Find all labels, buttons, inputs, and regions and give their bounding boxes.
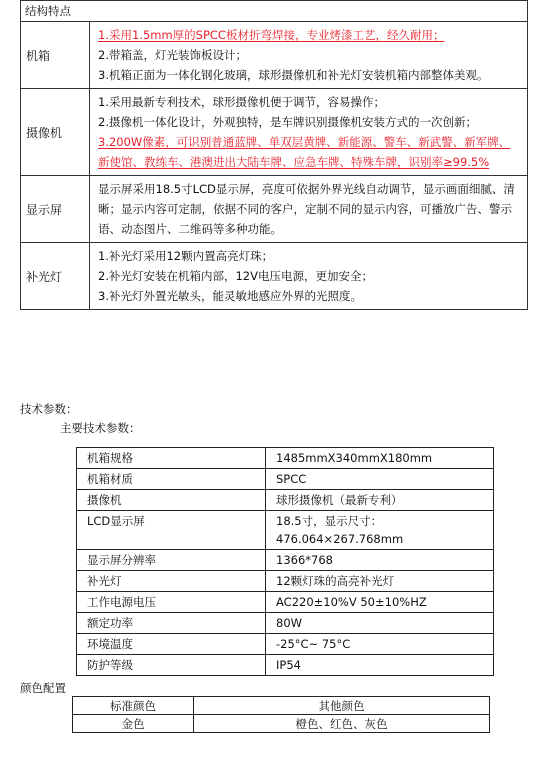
structure-line: 2.补光灯安装在机箱内部，12V电压电源，更加安全； [98, 269, 373, 283]
structure-line: 1.采用最新专利技术，球形摄像机便于调节，容易操作； [98, 95, 385, 109]
structure-line: 3.机箱正面为一体化钢化玻璃，球形摄像机和补光灯安装机箱内部整体美观。 [98, 68, 489, 82]
param-key: 防护等级 [77, 655, 266, 676]
color-other-value: 橙色、红色、灰色 [194, 715, 490, 733]
structure-category: 摄像机 [21, 89, 90, 176]
param-value: 球形摄像机（最新专利） [266, 490, 494, 511]
color-header-standard: 标准颜色 [73, 697, 194, 715]
param-key: 摄像机 [77, 490, 266, 511]
param-value: -25°C~ 75°C [266, 634, 494, 655]
structure-line: 3.补光灯外置光敏头，能灵敏地感应外界的光照度。 [98, 289, 362, 303]
color-value-row [73, 715, 490, 733]
structure-line: 2.摄像机一体化设计，外观独特，是车牌识别摄像机安装方式的一次创新； [98, 115, 477, 129]
structure-line: 1.采用1.5mm厚的SPCC板材折弯焊接，专业烤漆工艺，经久耐用； [98, 28, 445, 42]
color-table [72, 696, 490, 733]
param-row [77, 655, 494, 676]
param-row [77, 613, 494, 634]
param-row [77, 469, 494, 490]
structure-description [90, 22, 528, 89]
param-value: IP54 [266, 655, 494, 676]
params-table [76, 447, 494, 676]
color-header-other: 其他颜色 [194, 697, 490, 715]
param-key: 显示屏分辨率 [77, 550, 266, 571]
structure-line: 显示屏采用18.5寸LCD显示屏，亮度可依据外界光线自动调节，显示画面细腻、清晰；显示内容可定制，依据不同的客户，定制不同的显示内容，可播放广告、警示语、动态图片、二维码等多种功能。 [98, 182, 515, 236]
structure-row [21, 89, 528, 176]
param-key: 机箱材质 [77, 469, 266, 490]
structure-row [21, 22, 528, 89]
param-value: 12颗灯珠的高亮补光灯 [266, 571, 494, 592]
structure-description [90, 243, 528, 310]
structure-category: 补光灯 [21, 243, 90, 310]
structure-line: 1.补光灯采用12颗内置高亮灯珠； [98, 249, 274, 263]
tech-subtitle: 主要技术参数： [60, 421, 141, 435]
structure-category: 机箱 [21, 22, 90, 89]
structure-category: 显示屏 [21, 176, 90, 243]
structure-row [21, 243, 528, 310]
param-row [77, 634, 494, 655]
param-key: LCD显示屏 [77, 511, 266, 550]
param-row [77, 550, 494, 571]
param-value: 1485mmX340mmX180mm [266, 448, 494, 469]
structure-line: 3.200W像素，可识别普通蓝牌、单双层黄牌、新能源、警车、新武警、新军牌、新使馆、教练车、港澳进出大陆车牌、应急车牌、特殊车牌，识别率≥99.5% [98, 135, 511, 169]
structure-line: 2.带箱盖，灯光装饰板设计； [98, 48, 247, 62]
structure-title: 结构特点 [21, 1, 528, 22]
color-config-title: 颜色配置 [20, 681, 66, 695]
param-value: SPCC [266, 469, 494, 490]
param-key: 环境温度 [77, 634, 266, 655]
param-value: 80W [266, 613, 494, 634]
structure-table [20, 0, 528, 310]
param-key: 工作电源电压 [77, 592, 266, 613]
param-row [77, 490, 494, 511]
param-row [77, 592, 494, 613]
param-key: 额定功率 [77, 613, 266, 634]
param-value: 18.5寸，显示尺寸：476.064×267.768mm [266, 511, 494, 550]
param-key: 机箱规格 [77, 448, 266, 469]
param-row [77, 511, 494, 550]
color-header-row [73, 697, 490, 715]
param-value: 1366*768 [266, 550, 494, 571]
structure-description [90, 89, 528, 176]
tech-title: 技术参数： [20, 402, 78, 416]
structure-description [90, 176, 528, 243]
param-row [77, 448, 494, 469]
color-standard-value: 金色 [73, 715, 194, 733]
param-value: AC220±10%V 50±10%HZ [266, 592, 494, 613]
structure-row [21, 176, 528, 243]
param-key: 补光灯 [77, 571, 266, 592]
param-row [77, 571, 494, 592]
